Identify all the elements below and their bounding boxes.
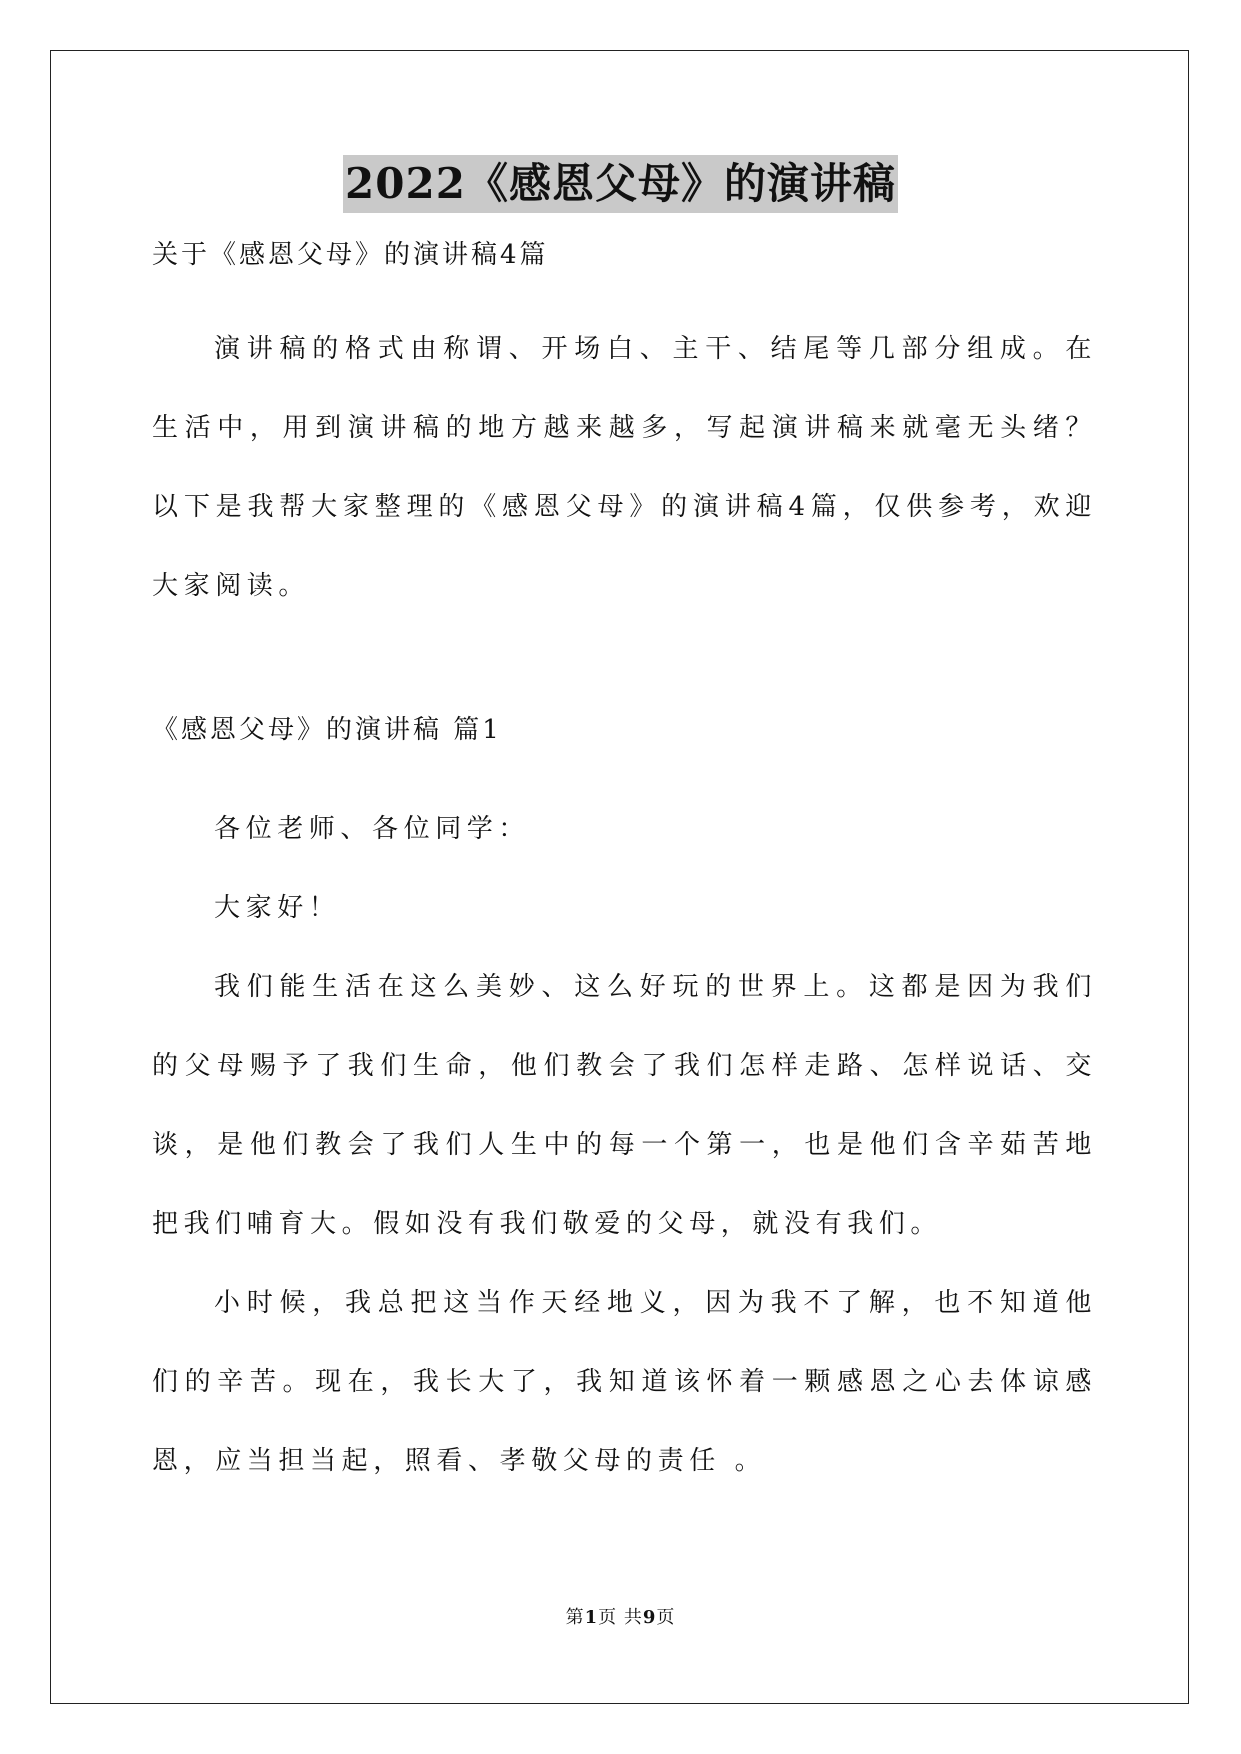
footer-suffix: 页 [656, 1607, 676, 1628]
body-paragraph-1[interactable]: 我们能生活在这么美妙、这么好玩的世界上。这都是因为我们的父母赐予了我们生命，他们教会了我们怎样走路、怎样说话、交谈，是他们教会了我们人生中的每一个第一，也是他们含辛茹苦地把我们哺育大。假如没有我们敬爱的父母，就没有我们。 [152, 972, 1097, 1239]
intro-paragraph[interactable]: 演讲稿的格式由称谓、开场白、主干、结尾等几部分组成。在生活中，用到演讲稿的地方越来越多，写起演讲稿来就毫无头绪？以下是我帮大家整理的《感恩父母》的演讲稿4篇，仅供参考，欢迎大家阅读。 [152, 334, 1097, 601]
document-subtitle[interactable]: 关于《感恩父母》的演讲稿4篇 [152, 240, 549, 270]
greeting-paragraph[interactable]: 大家好！ [214, 893, 341, 923]
salutation-paragraph[interactable]: 各位老师、各位同学： [214, 814, 531, 844]
footer-middle: 页 共 [598, 1607, 643, 1628]
current-page-number: 1 [584, 1607, 599, 1628]
page-footer [0, 1606, 1241, 1630]
title-container [0, 155, 1241, 213]
total-pages-number: 9 [642, 1607, 657, 1628]
document-body [152, 237, 1097, 1501]
section-heading[interactable]: 《感恩父母》的演讲稿 篇1 [152, 715, 502, 745]
footer-prefix: 第 [565, 1607, 585, 1628]
body-paragraph-2[interactable]: 小时候，我总把这当作天经地义，因为我不了解，也不知道他们的辛苦。现在，我长大了，我知道该怀着一颗感恩之心去体谅感恩，应当担当起，照看、孝敬父母的责任 。 [152, 1288, 1097, 1476]
document-title[interactable]: 2022《感恩父母》的演讲稿 [343, 155, 898, 213]
